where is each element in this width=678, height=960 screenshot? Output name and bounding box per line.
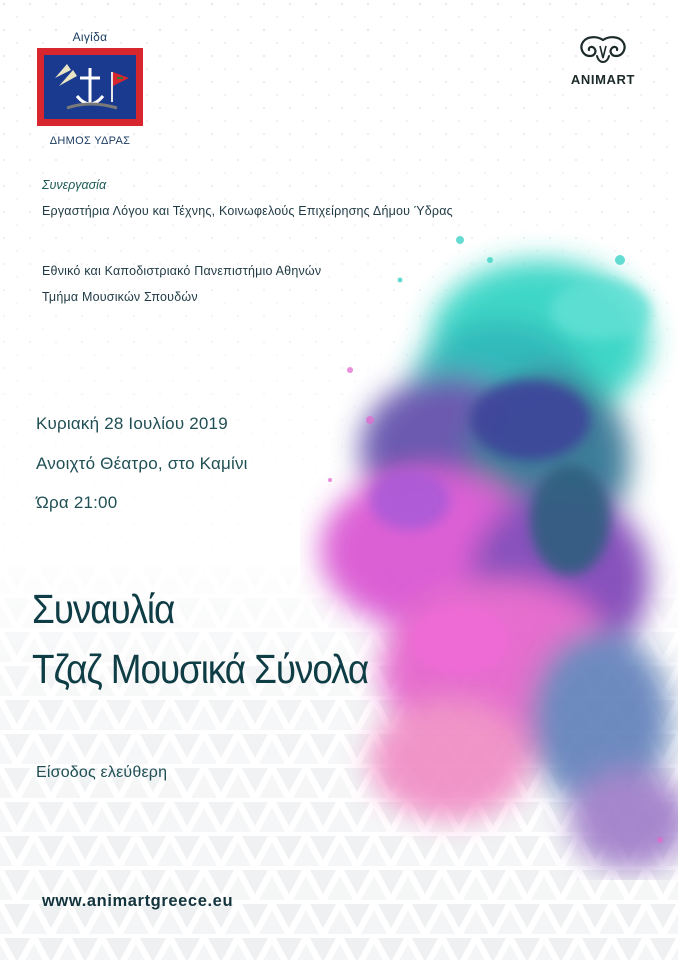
collaboration-line-2: Εθνικό και Καποδιστριακό Πανεπιστήμιο Αθηνών xyxy=(42,264,322,278)
collaboration-line-3: Τμήμα Μουσικών Σπουδών xyxy=(42,290,198,304)
logo-top-label: Αιγίδα xyxy=(72,30,108,44)
collaboration-label: Συνεργασία xyxy=(42,178,107,192)
free-entry-text: Είσοδος ελεύθερη xyxy=(36,764,168,781)
event-venue: Ανοιχτό Θέατρο, στο Καμίνι xyxy=(36,454,248,473)
event-date: Κυριακή 28 Ιουλίου 2019 xyxy=(36,414,228,433)
animart-logo xyxy=(560,34,646,87)
logo-bottom-label: ΔΗΜΟΣ ΥΔΡΑΣ xyxy=(49,135,131,147)
municipality-logo xyxy=(34,30,146,147)
animart-brand-name: ANIMART xyxy=(570,72,636,87)
concert-title: Συναυλία xyxy=(32,586,175,632)
watercolor-splash xyxy=(300,220,678,880)
website-link[interactable]: www.animartgreece.eu xyxy=(42,892,234,910)
ram-horns-icon xyxy=(573,34,633,70)
concert-subtitle: Τζαζ Μουσικά Σύνολα xyxy=(32,646,369,692)
hydra-emblem-icon xyxy=(37,48,143,126)
event-time: Ώρα 21:00 xyxy=(36,493,118,512)
collaboration-line-1: Εργαστήρια Λόγου και Τέχνης, Κοινωφελούς Επιχείρησης Δήμου Ύδρας xyxy=(42,204,453,218)
